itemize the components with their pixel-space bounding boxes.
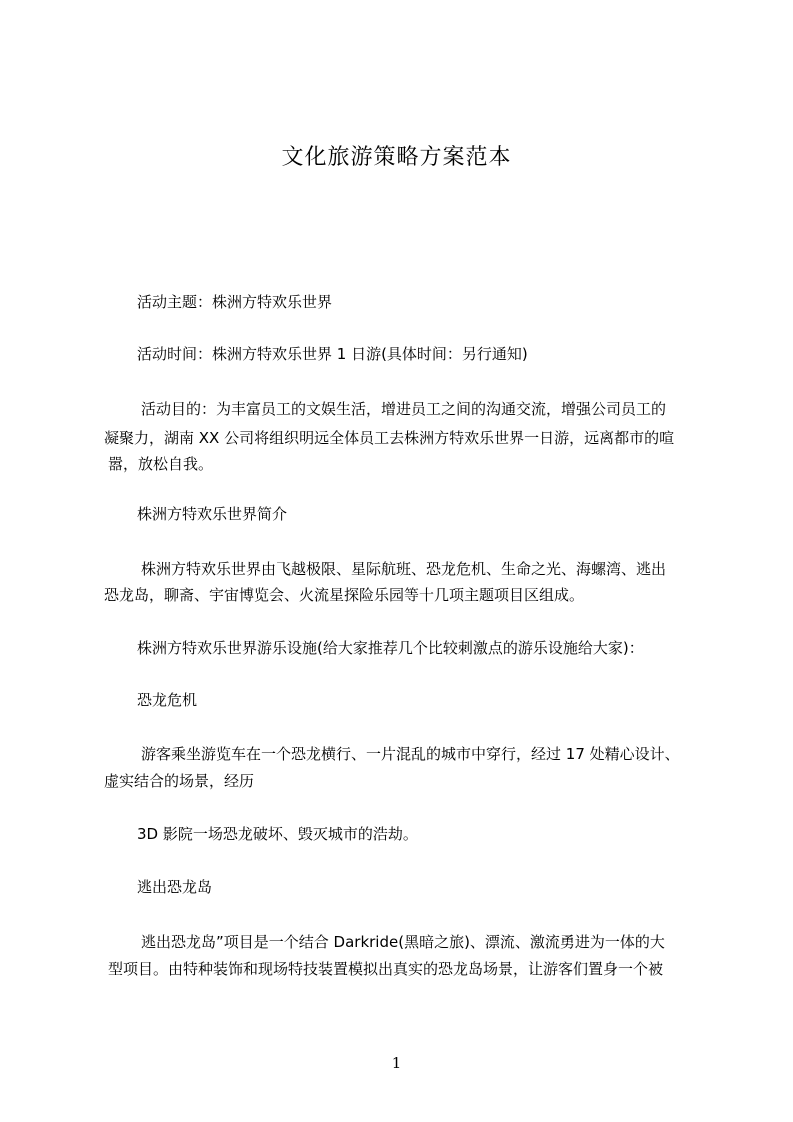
document-title: 文化旅游策略方案范本 bbox=[281, 145, 512, 170]
escape-line-2: 型项目。由特种装饰和现场特技装置模拟出真实的恐龙岛场景，让游客们置身一个被 bbox=[108, 960, 664, 978]
activity-time: 活动时间：株洲方特欢乐世界 1 日游(具体时间：另行通知) bbox=[137, 345, 528, 363]
dino-crisis-line-1: 游客乘坐游览车在一个恐龙横行、一片混乱的城市中穿行，经过 17 处精心设计、 bbox=[141, 745, 680, 763]
page-number: 1 bbox=[391, 1054, 402, 1072]
activity-theme: 活动主题：株洲方特欢乐世界 bbox=[137, 293, 333, 311]
dino-crisis-heading: 恐龙危机 bbox=[137, 691, 198, 709]
escape-heading: 逃出恐龙岛 bbox=[137, 878, 213, 896]
activity-purpose-line-2: 凝聚力，湖南 XX 公司将组织明远全体员工去株洲方特欢乐世界一日游，远离都市的喧 bbox=[104, 429, 675, 447]
dino-crisis-line-2: 虚实结合的场景，经历 bbox=[104, 772, 255, 790]
escape-line-1: 逃出恐龙岛”项目是一个结合 Darkride(黑暗之旅)、漂流、激流勇进为一体的大 bbox=[141, 933, 665, 951]
dino-crisis-line-3: 3D 影院一场恐龙破坏、毁灭城市的浩劫。 bbox=[137, 825, 418, 843]
activity-purpose-line-3: 嚣，放松自我。 bbox=[108, 455, 214, 473]
intro-line-2: 恐龙岛，聊斋、宇宙博览会、火流星探险乐园等十几项主题项目区组成。 bbox=[104, 586, 585, 604]
activity-purpose-line-1: 活动目的：为丰富员工的文娱生活，增进员工之间的沟通交流，增强公司员工的 bbox=[141, 400, 667, 418]
intro-heading: 株洲方特欢乐世界简介 bbox=[137, 505, 288, 523]
intro-line-1: 株洲方特欢乐世界由飞越极限、星际航班、恐龙危机、生命之光、海螺湾、逃出 bbox=[141, 560, 667, 578]
facilities-heading: 株洲方特欢乐世界游乐设施(给大家推荐几个比较刺激点的游乐设施给大家)： bbox=[137, 639, 644, 657]
